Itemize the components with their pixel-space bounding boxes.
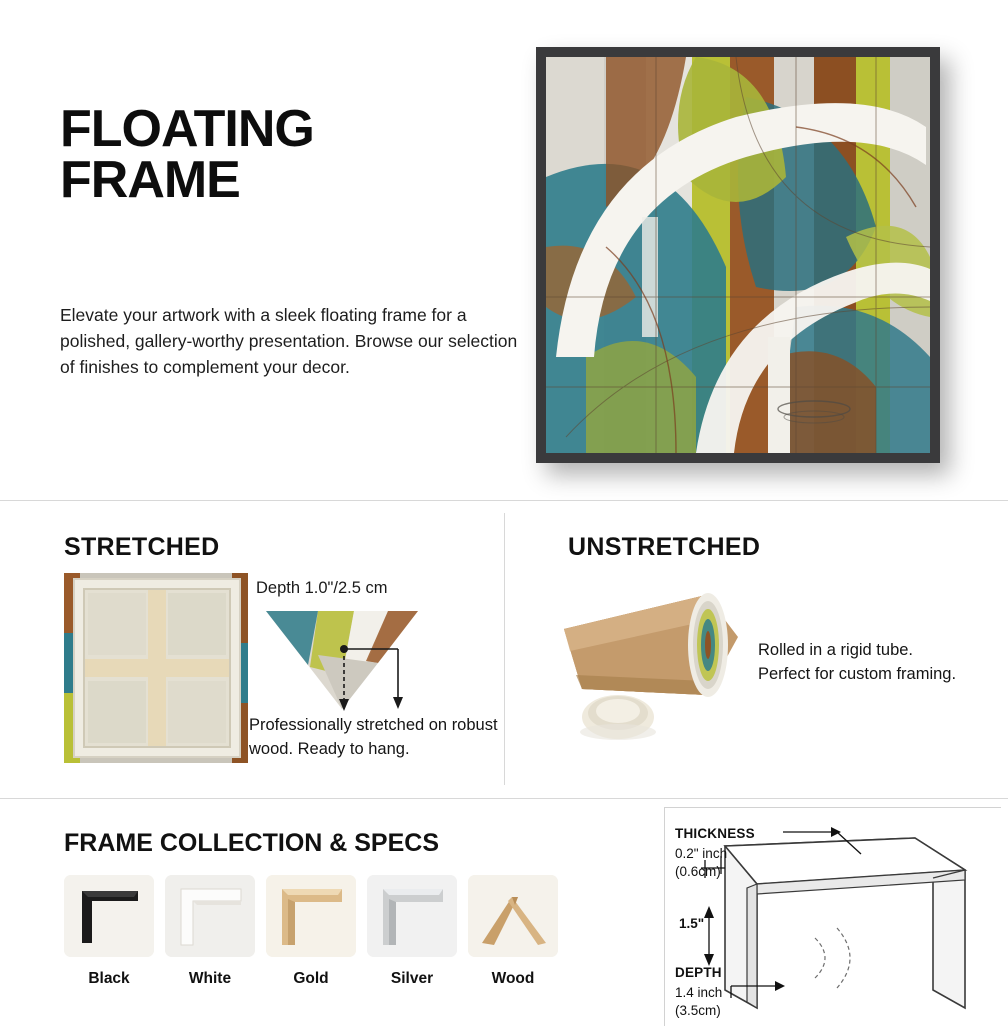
wood-frame-corner-icon — [468, 875, 558, 957]
frame-collection-section — [0, 799, 1008, 1024]
frame-swatch-image — [468, 875, 558, 957]
rolled-tube-graphic — [556, 577, 751, 757]
frame-swatch-label: Wood — [491, 970, 535, 987]
frame-swatch-black[interactable] — [64, 875, 154, 988]
framed-artwork — [536, 47, 940, 463]
frame-swatch-list — [64, 875, 558, 988]
corner-depth-graphic — [258, 605, 426, 725]
frame-swatch-silver[interactable] — [367, 875, 457, 988]
height-value: 1.5" — [679, 916, 705, 931]
page-title — [60, 100, 530, 209]
frame-swatch-image — [165, 875, 255, 957]
white-frame-corner-icon — [165, 875, 255, 957]
stretched-frame-back-graphic — [64, 573, 248, 763]
frame-swatch-image — [266, 875, 356, 957]
thickness-value-inch: 0.2" inch — [675, 846, 728, 861]
black-frame-corner-icon — [64, 875, 154, 957]
depth-value-inch: 1.4 inch — [675, 985, 723, 1000]
depth-label: Depth 1.0"/2.5 cm — [256, 579, 388, 597]
frame-specs-diagram — [664, 807, 1001, 1026]
frame-swatch-image — [64, 875, 154, 957]
frame-collection-title: FRAME COLLECTION & SPECS — [64, 829, 440, 857]
page-title-line1: FLOATING — [60, 100, 314, 158]
frame-swatch-label: Gold — [293, 970, 329, 987]
page-title-line2: FRAME — [60, 150, 240, 209]
unstretched-caption-line1: Rolled in a rigid tube. — [758, 641, 914, 659]
frame-swatch-label: Black — [88, 970, 130, 987]
frame-swatch-label: White — [188, 970, 232, 987]
shipping-tube-photo — [556, 577, 751, 757]
artwork-canvas — [546, 57, 930, 453]
frame-swatch-gold[interactable] — [266, 875, 356, 988]
stretched-canvas-photo — [64, 573, 248, 763]
unstretched-caption — [758, 639, 1008, 687]
canvas-corner-diagram — [258, 605, 426, 725]
options-section — [0, 501, 1008, 798]
frame-swatch-label: Silver — [390, 970, 434, 987]
thickness-label: THICKNESS — [675, 826, 755, 841]
unstretched-caption-line2: Perfect for custom framing. — [758, 664, 957, 683]
gold-frame-corner-icon — [266, 875, 356, 957]
stretched-title: STRETCHED — [64, 533, 220, 561]
hero-section — [0, 0, 1008, 500]
abstract-painting-graphic — [546, 57, 930, 453]
hero-text-block — [60, 100, 530, 398]
frame-swatch-wood[interactable] — [468, 875, 558, 988]
stretched-caption: Professionally stretched on robust wood. Ready to hang. — [249, 716, 498, 758]
frame-swatch-image — [367, 875, 457, 957]
hero-description: Elevate your artwork with a sleek floating frame for a polished, gallery-worthy presentation. Browse our selection of finishes to complement your decor. — [60, 304, 518, 378]
depth-label: DEPTH — [675, 965, 722, 980]
depth-value-cm: (3.5cm) — [675, 1003, 721, 1018]
frame-swatch-white[interactable] — [165, 875, 255, 988]
silver-frame-corner-icon — [367, 875, 457, 957]
thickness-value-cm: (0.6cm) — [675, 864, 721, 879]
unstretched-title: UNSTRETCHED — [568, 533, 761, 561]
